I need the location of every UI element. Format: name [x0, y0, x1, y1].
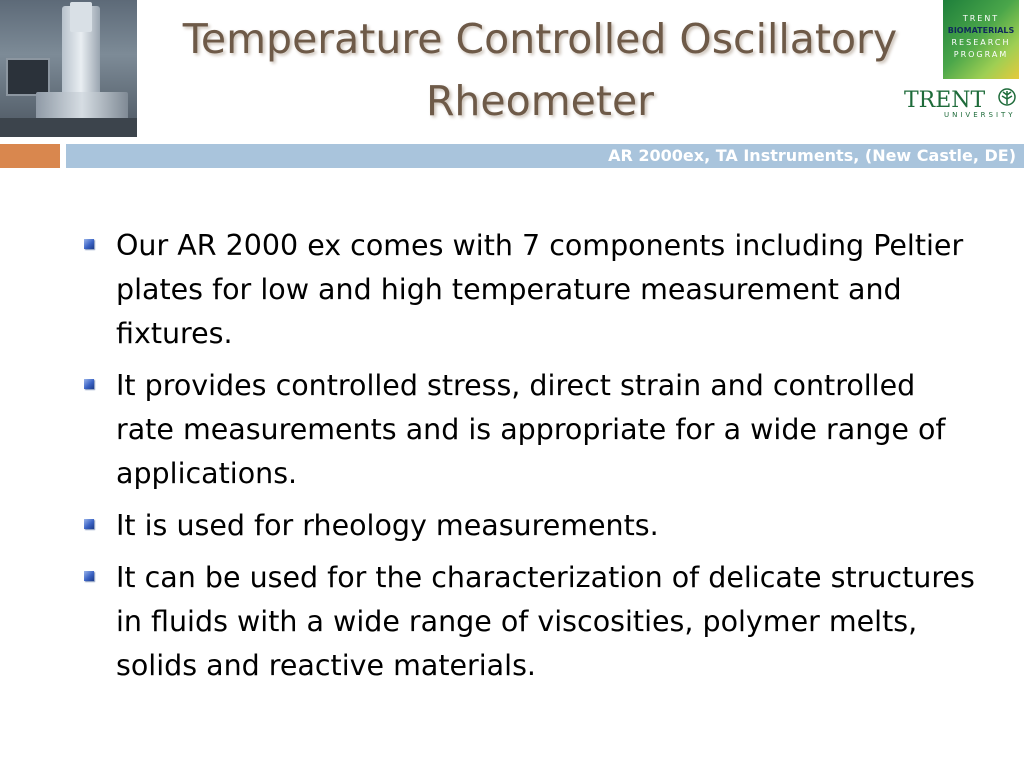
rheometer-photo	[0, 0, 137, 137]
program-logo-line: RESEARCH	[951, 38, 1011, 47]
bullet-text: Our AR 2000 ex comes with 7 components including Peltier plates for low and high temperature measurement and fixtures.	[116, 229, 964, 350]
accent-bar-orange	[0, 144, 60, 168]
bullet-item	[80, 224, 980, 356]
slide-title	[140, 8, 940, 132]
bullet-text: It is used for rheology measurements.	[116, 509, 659, 542]
bullet-item	[80, 364, 980, 496]
bullet-item	[80, 504, 980, 548]
subtitle-bar-text: AR 2000ex, TA Instruments, (New Castle, DE)	[608, 146, 1016, 165]
slide-title-line2: Rheometer	[425, 77, 655, 125]
biomaterials-program-logo	[943, 0, 1019, 79]
slide-title-line1: Temperature Controlled Oscillatory	[182, 15, 898, 63]
trent-university-logo	[904, 85, 1019, 125]
photo-instrument-head	[70, 2, 92, 32]
bullet-text: It can be used for the characterization of delicate structures in fluids with a wide range of viscosities, polymer melts, solids and reactive materials.	[116, 561, 975, 682]
photo-bench	[0, 118, 137, 137]
square-bullet-icon	[84, 379, 94, 389]
tree-icon	[997, 87, 1017, 107]
bullet-text: It provides controlled stress, direct strain and controlled rate measurements and is appropriate for a wide range of applications.	[116, 369, 946, 490]
square-bullet-icon	[84, 519, 94, 529]
subtitle-bar	[66, 144, 1024, 168]
university-logo-sub: UNIVERSITY	[944, 111, 1016, 119]
bullet-list	[80, 224, 980, 696]
program-logo-line: TRENT	[962, 14, 1000, 23]
photo-monitor	[6, 58, 50, 96]
university-logo-word: TRENT	[904, 88, 986, 113]
program-logo-line: PROGRAM	[953, 50, 1009, 59]
square-bullet-icon	[84, 571, 94, 581]
square-bullet-icon	[84, 239, 94, 249]
bullet-item	[80, 556, 980, 688]
program-logo-line: BIOMATERIALS	[947, 26, 1015, 35]
